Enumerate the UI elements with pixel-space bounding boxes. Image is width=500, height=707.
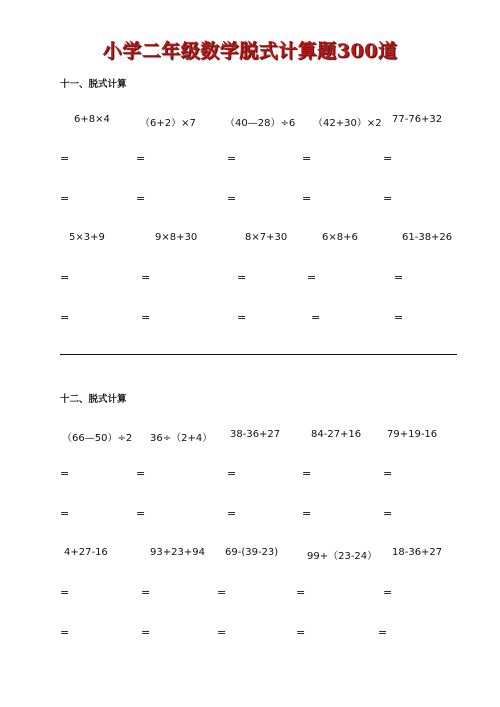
problem: 6×8+6 xyxy=(322,232,358,243)
problem: 9×8+30 xyxy=(155,232,198,243)
answer-line: = xyxy=(296,626,306,639)
problem: 5×3+9 xyxy=(69,232,105,243)
answer-line: = xyxy=(302,507,312,520)
answer-line: = xyxy=(60,311,70,324)
answer-line: = xyxy=(311,311,321,324)
answer-line: = xyxy=(141,626,151,639)
answer-line: = xyxy=(227,467,237,480)
problem: 36÷（2+4） xyxy=(150,433,213,444)
answer-line: = xyxy=(302,192,312,205)
answer-line: = xyxy=(383,507,393,520)
answer-line: = xyxy=(383,152,393,165)
answer-line: = xyxy=(296,586,306,599)
answer-line: = xyxy=(60,467,70,480)
answer-line: = xyxy=(237,311,247,324)
answer-line: = xyxy=(136,467,146,480)
problem: 84-27+16 xyxy=(311,429,362,440)
answer-line: = xyxy=(217,626,227,639)
problem: （66—50）÷2 xyxy=(62,433,133,444)
answer-line: = xyxy=(136,507,146,520)
problem: 18-36+27 xyxy=(392,547,443,558)
problem: 93+23+94 xyxy=(150,547,205,558)
answer-line: = xyxy=(383,192,393,205)
problem: 69-(39-23) xyxy=(225,547,279,558)
answer-line: = xyxy=(227,152,237,165)
answer-line: = xyxy=(60,586,70,599)
problem: 79+19-16 xyxy=(387,429,438,440)
section-heading: 十一、脱式计算 xyxy=(60,79,127,90)
answer-line: = xyxy=(60,152,70,165)
answer-line: = xyxy=(237,271,247,284)
problem: 77-76+32 xyxy=(392,114,443,125)
problem: 61-38+26 xyxy=(402,232,453,243)
answer-line: = xyxy=(227,507,237,520)
answer-line: = xyxy=(136,192,146,205)
problem: （42+30）×2 xyxy=(313,118,382,129)
answer-line: = xyxy=(60,507,70,520)
answer-line: = xyxy=(394,311,404,324)
answer-line: = xyxy=(307,271,317,284)
answer-line: = xyxy=(136,152,146,165)
answer-line: = xyxy=(60,192,70,205)
answer-line: = xyxy=(141,271,151,284)
answer-line: = xyxy=(141,311,151,324)
answer-line: = xyxy=(383,586,393,599)
answer-line: = xyxy=(217,586,227,599)
problem: 8×7+30 xyxy=(245,232,288,243)
problem: 6+8×4 xyxy=(74,114,110,125)
answer-line: = xyxy=(302,467,312,480)
answer-line: = xyxy=(60,271,70,284)
answer-line: = xyxy=(227,192,237,205)
problem: （6+2）×7 xyxy=(140,118,196,129)
answer-line: = xyxy=(60,626,70,639)
page-title: 小学二年级数学脱式计算题300道 xyxy=(102,40,398,62)
problem: 4+27-16 xyxy=(64,547,108,558)
answer-line: = xyxy=(394,271,404,284)
section-divider xyxy=(60,354,457,355)
problem: 38-36+27 xyxy=(230,429,281,440)
problem: （40—28）÷6 xyxy=(225,118,296,129)
section-heading: 十二、脱式计算 xyxy=(60,394,127,405)
problem: 99+（23-24） xyxy=(307,551,378,562)
answer-line: = xyxy=(141,586,151,599)
answer-line: = xyxy=(378,626,388,639)
answer-line: = xyxy=(302,152,312,165)
answer-line: = xyxy=(383,467,393,480)
